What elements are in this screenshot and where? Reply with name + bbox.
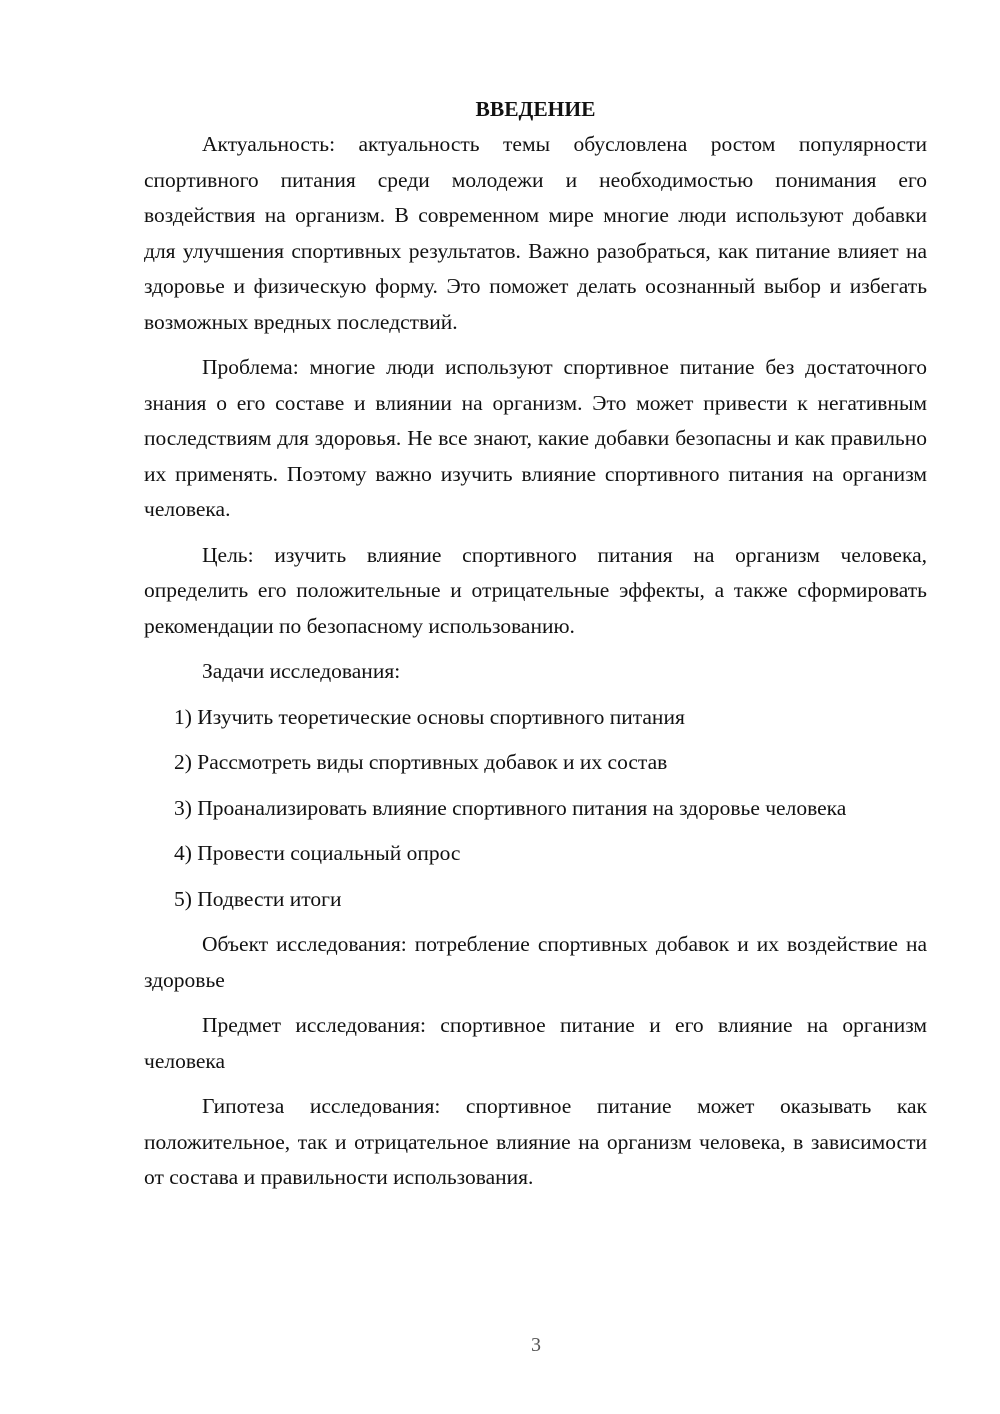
problem-paragraph: Проблема: многие люди используют спортивное питание без достаточного знания о его составе и влиянии на организм. Это может привести к негативным последствиям для здоровья. Не все знают, какие добавки безопасны и как правильно их применять. Поэтому важно изучить влияние спортивного питания на организм человека.: [144, 355, 927, 521]
hypothesis-paragraph: Гипотеза исследования: спортивное питание может оказывать как положительное, так и отрицательное влияние на организм человека, в зависимости от состава и правильности использования.: [144, 1094, 927, 1189]
object-paragraph: Объект исследования: потребление спортивных добавок и их воздействие на здоровье: [144, 932, 927, 992]
tasks-heading: Задачи исследования:: [202, 659, 401, 683]
goal-paragraph: Цель: изучить влияние спортивного питания на организм человека, определить его положительные и отрицательные эффекты, а также сформировать рекомендации по безопасному использованию.: [144, 542, 927, 638]
task-item-5: 5) Подвести итоги: [174, 886, 342, 911]
relevance-paragraph: Актуальность: актуальность темы обусловлена ростом популярности спортивного питания среди молодежи и необходимостью понимания его воздействия на организм. В современном мире многие люди используют добавки для улучшения спортивных результатов. Важно разобраться, как питание влияет на здоровье и физическую форму. Это поможет делать осознанный выбор и избегать возможных вредных последствий.: [144, 132, 927, 334]
task-item-3: 3) Проанализировать влияние спортивного питания на здоровье человека: [174, 795, 847, 820]
page-title: ВВЕДЕНИЕ: [475, 97, 596, 121]
page-content: [144, 92, 927, 1206]
task-item-1: 1) Изучить теоретические основы спортивного питания: [174, 704, 685, 729]
task-item-2: 2) Рассмотреть виды спортивных добавок и их состав: [174, 750, 668, 774]
task-item-4: 4) Провести социальный опрос: [174, 841, 461, 865]
page-number: 3: [531, 1334, 541, 1356]
subject-paragraph: Предмет исследования: спортивное питание и его влияние на организм человека: [144, 1013, 927, 1073]
